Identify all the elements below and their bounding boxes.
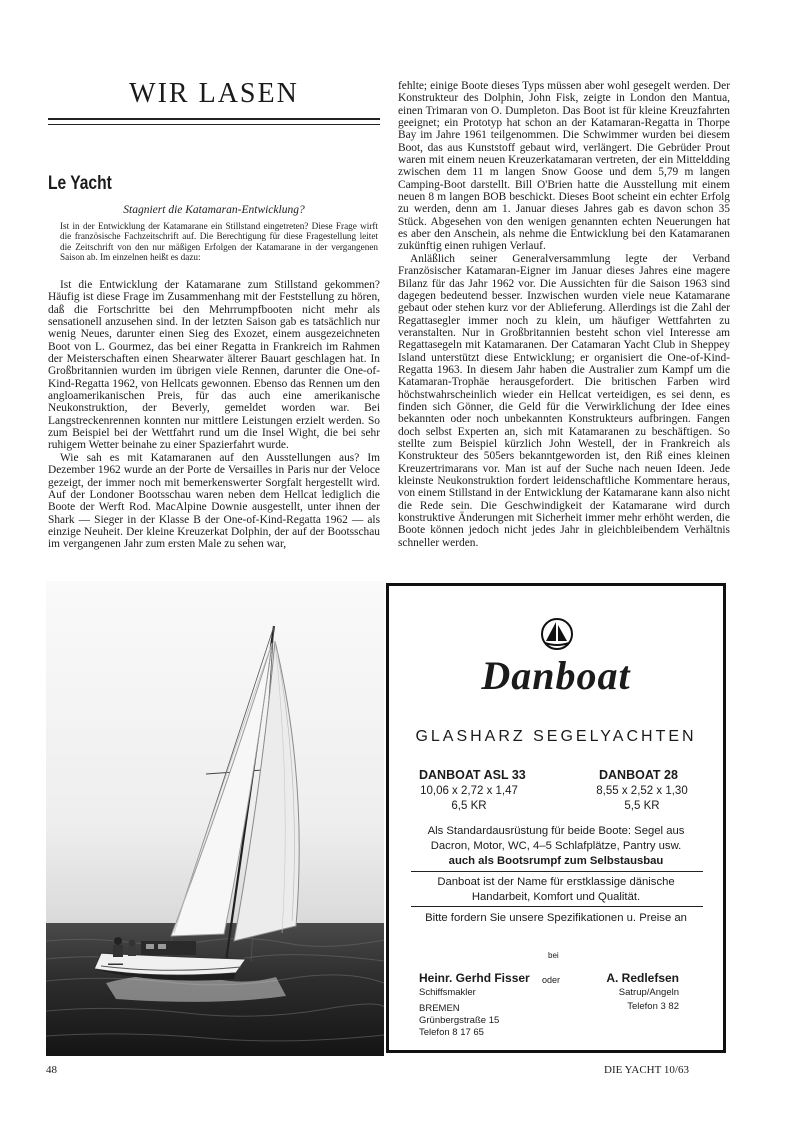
article-intro: Ist in der Entwicklung der Katamarane ein Stillstand eingetreten? Diese Frage wirft die französische Fachzeitschrift auf. Die Berechtigung für diese Fragestellung leitet die Zeitschrift von den nur mäßigen Erfolgen der Katamarane in der vergangenen Saison ab. Im einzelnen heißt es dazu:: [60, 221, 378, 263]
dealer2-city: Satrup/Angeln: [618, 987, 679, 998]
model1-dimensions: 10,06 x 2,72 x 1,47: [420, 785, 518, 797]
model1-price: 6,5 KR: [451, 800, 487, 812]
model2-dimensions: 8,55 x 2,52 x 1,30: [596, 785, 688, 797]
danboat-advertisement: [386, 583, 726, 1053]
ad-divider: [411, 871, 703, 872]
header-rule-top: [48, 118, 380, 120]
ad-headline: GLASHARZ SEGELYACHTEN: [415, 728, 697, 745]
page-number: 48: [46, 1064, 57, 1076]
request-specifications: Bitte fordern Sie unsere Spezifikationen u. Preise an: [425, 912, 687, 924]
dealer1-city: BREMEN: [419, 1003, 460, 1014]
self-build-note: auch als Bootsrumpf zum Selbstausbau: [448, 855, 664, 867]
magazine-title: Le Yacht: [48, 173, 112, 194]
dealer2-phone: Telefon 3 82: [627, 1001, 679, 1012]
article-column-right: [398, 80, 730, 549]
dealer1-street: Grünbergstraße 15: [419, 1015, 500, 1026]
paragraph: Anläßlich seiner Generalversammlung legte der Verband Französischer Katamaran-Eigner im Januar dieses Jahres eine magere Bilanz für das Jahr 1962 vor. Die Aussichten für die Saison 1963 sind dagegen bedeutend besser. Inzwischen wurden viele neue Katamarane gebaut oder stehen kurz vor der Ablieferung. Allerdings ist die Zahl der Regattasegler immer noch zu klein, um häufiger Wettfahrten zu veranstalten. Nur in Großbritannien besteht schon viel Interesse am Regattasegeln mit Katamaranen. Der Catamaran Yacht Club in Sheppey Island unterstützt diese Entwicklung; er organisiert die One-of-Kind-Regatta 1963. In diesem Jahr haben die Australier zum Kampf um die Katamaran-Trophäe herausgefordert. Die britischen Farben wird höchstwahrscheinlich wieder ein Hellcat verteidigen, es sei denn, es finden sich Gönner, die Geld für die Verwirklichung der Idee eines bekannten oder noch unbekannten Konstrukteurs aufbringen. Fangen doch selbst Experten an, sich mit Katamaranen zu beschäftigen. So stellte zum Beispiel kürzlich John Westell, der in Frankreich als Konstrukteur des 505ers bekanntgeworden ist, den Riß eines kleinen Kreuzertrimarans vor. Man ist auf der Suche nach neuen Ideen. Jede kleinste Neukonstruktion fordert leidenschaftliche Kommentare heraus, von einem Stillstand in der Entwicklung der Katamarane kann also nicht die Rede sein. Die Geschwindigkeit der Katamarane wird durch konstruktive Änderungen mit Sicherheit immer mehr erhöht werden, die Boote können jedoch nicht jedes Jahr in gleichbleibendem Verhältnis schneller werden.: [398, 252, 730, 549]
brand-logo-wordmark: Danboat: [481, 653, 631, 698]
sailboat-photo-image: [46, 581, 384, 1056]
model1-name: DANBOAT ASL 33: [419, 768, 526, 782]
dealer1-name: Heinr. Gerhd Fisser: [419, 971, 530, 985]
dealer2-name: A. Redlefsen: [606, 971, 679, 985]
model2-name: DANBOAT 28: [599, 768, 678, 782]
sailboat-logo-icon: [537, 616, 577, 652]
header-rule-bottom: [48, 124, 380, 125]
dealer1-phone: Telefon 8 17 65: [419, 1027, 484, 1038]
svg-text:▬▬▬: ▬▬▬: [108, 961, 123, 967]
paragraph: Ist die Entwicklung der Katamarane zum Stillstand gekommen? Häufig ist diese Frage im Zusammenhang mit der Feststellung zu hören, daß die Fortschritte bei den Mehrrumpfbooten nicht mehr als sensationell anzusehen sind. In der letzten Saison gab es tatsächlich nur wenig Neues, darunter einen Sieg des Exozet, einem ausgezeichneten Boot von L. Gourmez, das bei einer Regatta in Frankreich im Rahmen der Meisterschaften einen Shearwater älterer Bauart geschlagen hat. In Großbritannien wurden im übrigen viele Rennen, darunter die One-of-Kind-Regatta 1962, von Hellcats gewonnen. Ebenso das Rennen um den angloamerikanischen Preis, für das auch eine amerikanische Neukonstruktion, der Beverly, gemeldet worden war. Bei Langstreckenrennen konnten nur mittlere Leistungen erzielt werden. So zum Beispiel bei der Wettfahrt rund um die Insel Wight, die bei sehr ruhigem Wetter beinahe zu einer Spazierfahrt wurde.: [48, 279, 380, 452]
equipment-text-line1: Als Standardausrüstung für beide Boote: Segel aus: [427, 825, 685, 837]
paragraph: fehlte; einige Boote dieses Typs müssen aber wohl gesegelt werden. Der Konstrukteur des Dolphin, John Fisk, zeigte in London den Mantua, einen Trimaran von O. Dumpleton. Das Boot ist für kleine Kreuzfahrten geeignet; ein Prototyp hat schon an der Katamaran-Regatta in Thorpe Bay im Jahre 1961 teilgenommen. Die Schwimmer wurden bei diesem Boot, das aus Kunststoff gebaut wird, verlängert. Die Gebrüder Prout waren mit einem neuen Kreuzerkatamaran vertreten, der ein Mitteldding zwischen dem 11 m langen Snow Goose und dem 5,79 m langen Camping-Boot darstellt. Bill O'Brien hatte die Ausstellung mit einem neuen 8 m langen BOB beschickt. Dieses Boot scheint ein echter Erfolg zu werden, denn am 1. Januar dieses Jahres gab es davon schon 35 Stück. Abgesehen von den wenigen genannten echten Neuerungen hat es aber den Anschein, als nehme die Entwicklung bei den Katamaranen zukünftig einen ruhigen Verlauf.: [398, 80, 730, 253]
ad-bei: bei: [548, 951, 559, 960]
quality-text-line1: Danboat ist der Name für erstklassige dänische: [437, 876, 675, 888]
issue-label: DIE YACHT 10/63: [604, 1064, 689, 1076]
article-subhead: Stagniert die Katamaran-Entwicklung?: [123, 204, 305, 216]
quality-text-line2: Handarbeit, Komfort und Qualität.: [471, 891, 641, 903]
paragraph: Wie sah es mit Katamaranen auf den Ausstellungen aus? Im Dezember 1962 wurde an der Porte de Versailles in Paris nur der Veloce gezeigt, der immer noch mit bemerkenswerter Sorgfalt hergestellt wird. Auf der Londoner Bootsschau waren neben dem Hellcat lediglich die Boote der Werft Rod. MacAlpine Downie ausgestellt, unter ihnen der Shark — Sieger in der Klasse B der One-of-Kind-Regatta 1962 — als einzige Neuheit. Der kleine Kreuzerkat Dolphin, der auf der Bootsschau im vergangenen Jahr zum ersten Male zu sehen war,: [48, 451, 380, 551]
dealer1-role: Schiffsmakler: [419, 987, 476, 998]
article-column-left: [48, 279, 380, 551]
model2-price: 5,5 KR: [624, 800, 660, 812]
ad-oder: oder: [542, 975, 561, 985]
ad-divider: [411, 906, 703, 907]
equipment-text-line2: Dacron, Motor, WC, 4–5 Schlafplätze, Pantry usw.: [430, 840, 682, 852]
section-title: WIR LASEN: [129, 78, 299, 109]
sailboat-photo: [46, 581, 384, 1056]
